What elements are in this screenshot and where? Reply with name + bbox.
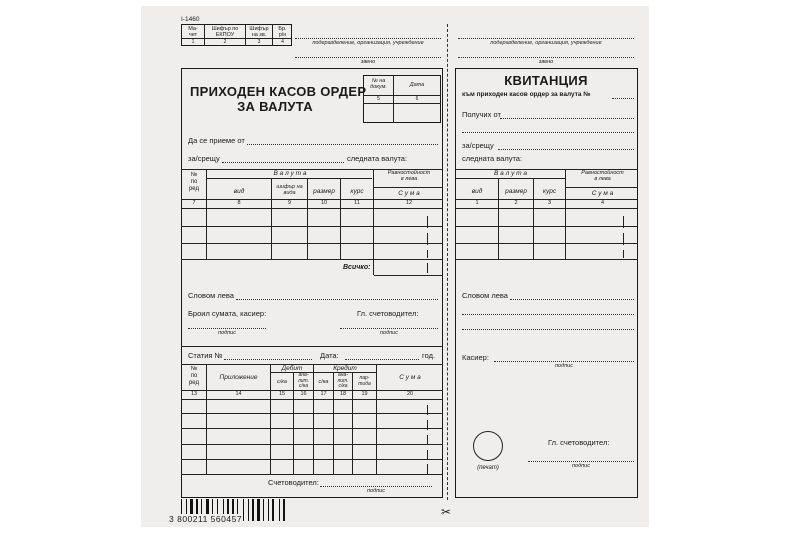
receipt-against-label: за/срещу — [462, 141, 494, 150]
cashier-signature-line[interactable] — [494, 361, 634, 362]
stamp-circle-icon — [473, 431, 503, 461]
receipt-against-field[interactable] — [498, 149, 634, 150]
against-label: за/срещу — [188, 154, 220, 163]
receipt-chief-signature-line[interactable] — [528, 461, 634, 462]
barcode-number: 3 800211 560457 — [169, 514, 243, 524]
statia-field[interactable] — [224, 359, 312, 360]
form-code: I-1460 — [181, 16, 200, 23]
receipt-subtitle: към приходен касов ордер за валута № — [462, 91, 591, 98]
left-form-frame — [181, 68, 443, 498]
order-subtitle: ЗА ВАЛУТА — [237, 99, 313, 114]
scissors-icon: ✂ — [441, 505, 452, 519]
receipt-title: КВИТАНЦИЯ — [504, 73, 588, 88]
cashier-signature-line[interactable] — [188, 328, 266, 329]
accept-from-field[interactable] — [247, 144, 438, 145]
cashier-label: Касиер: — [462, 353, 489, 362]
against-field[interactable] — [222, 162, 344, 163]
in-words-label: Словом лева — [188, 291, 234, 300]
chief-accountant-label: Гл. счетоводител: — [357, 309, 419, 318]
accountant-label: Счетоводител: — [268, 478, 319, 487]
statia-label: Статия № — [188, 351, 223, 360]
stamp-label: (печат) — [477, 465, 499, 471]
zveno-caption: звено — [360, 59, 376, 65]
accept-from-label: Да се приеме от — [188, 136, 245, 145]
receipt-in-words-label: Словом лева — [462, 291, 508, 300]
cut-line — [447, 24, 448, 500]
following-currency-label: следната валута: — [347, 154, 408, 163]
total-label: Всичко: — [343, 264, 371, 271]
date-field[interactable] — [345, 359, 419, 360]
receipt-chief-accountant-label: Гл. счетоводител: — [548, 438, 610, 447]
org-caption: подеразделение, организация, учреждение — [312, 40, 424, 46]
order-title: ПРИХОДЕН КАСОВ ОРДЕР — [190, 84, 367, 99]
counted-by-label: Броил сумата, касиер: — [188, 309, 267, 318]
date-label: Дата: — [320, 351, 339, 360]
chief-signature-line[interactable] — [340, 328, 438, 329]
in-words-field[interactable] — [236, 299, 438, 300]
received-from-field[interactable] — [500, 118, 634, 119]
accountant-signature-line[interactable] — [320, 486, 432, 487]
receipt-in-words-field[interactable] — [510, 299, 634, 300]
received-from-label: Получих от — [462, 110, 501, 119]
